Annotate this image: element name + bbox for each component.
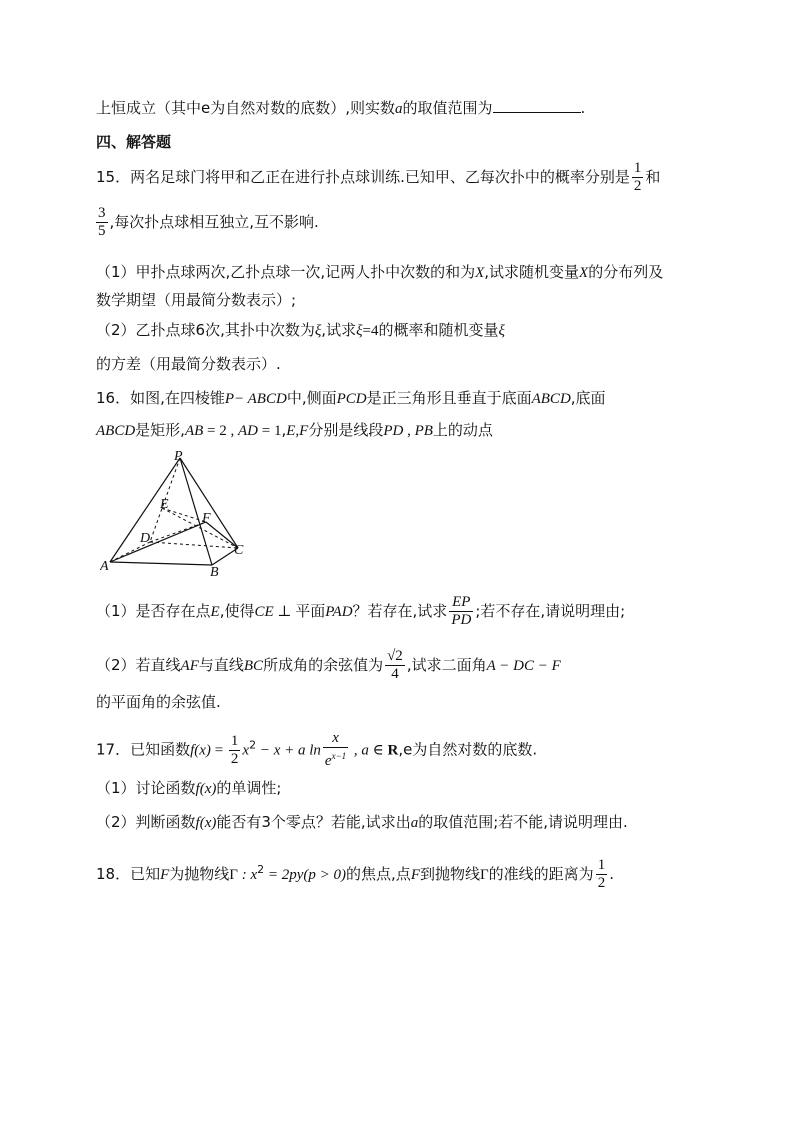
fraction-den: 4 [391, 666, 399, 682]
var-xi: ξ [356, 323, 363, 339]
q18-line1: 18．已知F为抛物线Γ : $x^2 = 2py(p > 0)$的焦点,点F到抛物线Γ的准线的距离为 $\frac{1}{2}$ . [96, 857, 614, 891]
q15-line2 [96, 205, 319, 240]
label-A: A [100, 559, 109, 574]
math-var: ABCD [531, 391, 571, 407]
q17-text: 的取值范围;若不能,请说明理由. [418, 813, 628, 831]
math-expr: − x + a ln [256, 742, 321, 759]
period: . [609, 865, 614, 883]
fraction-num: √2 [387, 648, 403, 664]
math-set-R: R [387, 742, 399, 759]
math-eq: =4 [362, 323, 379, 339]
math-var: E [210, 604, 220, 620]
math-var: AD [238, 423, 258, 439]
q16-part2 [96, 648, 561, 683]
q18-text: 到抛物线 [419, 865, 480, 883]
question-number: 15． [96, 168, 131, 186]
q17-part1 [96, 778, 281, 799]
var-xi: ξ [498, 323, 505, 339]
question-number: 18． [96, 865, 131, 883]
fraction-num: x [323, 730, 348, 748]
fraction-den-base: e [324, 753, 332, 769]
fraction-half [596, 857, 608, 892]
q15-text: （1）甲扑点球两次,乙扑点球一次,记两人扑中次数的和为 [96, 263, 476, 281]
q16-text: 所成角的余弦值为 [263, 656, 384, 674]
q18-text: 的焦点,点 [346, 865, 411, 883]
q16-text: , [281, 421, 287, 439]
q15-text: （2）乙扑点球6次,其扑中次数为 [96, 321, 315, 339]
edge-PC [180, 458, 238, 548]
math-eq: = 2 [203, 423, 227, 439]
math-var: PB [414, 423, 433, 439]
q16-text: 是矩形, [135, 421, 185, 439]
q16-text: ,底面 [570, 389, 606, 407]
fraction-one-half [632, 160, 644, 195]
label-P: P [174, 450, 183, 464]
math-var: − ABCD [234, 391, 287, 407]
q15-part1 [96, 262, 663, 283]
q16-text: 中,侧面 [286, 389, 337, 407]
q15-text: ,试求随机变量 [484, 263, 580, 281]
math-sep: , [226, 423, 238, 439]
math-var: ABCD [96, 423, 136, 439]
q15-text: 的分布列及 [588, 263, 664, 281]
q15-text: 两名足球门将甲和乙正在进行扑点球训练.已知甲、乙每次扑中的概率分别是 [130, 168, 630, 186]
q15-text: ,每次扑点球相互独立,互不影响. [109, 213, 319, 231]
q16-text: 是正三角形且垂直于底面 [366, 389, 532, 407]
q15-part2 [96, 320, 505, 341]
label-E: E [160, 497, 169, 512]
period: . [580, 99, 586, 117]
q15-part2-cont: 的方差（用最简分数表示）. [96, 355, 281, 373]
fraction-num: 1 [597, 857, 606, 873]
math-var: A − DC − F [486, 658, 561, 674]
math-var: (x) [199, 781, 217, 797]
q16-text: ,试求二面角 [406, 656, 487, 674]
line-EC [162, 508, 238, 548]
math-var: f [190, 742, 195, 759]
pyramid-figure [100, 450, 260, 580]
q16-line2 [96, 420, 493, 441]
q16-text: （2）若直线 [96, 656, 181, 674]
section-heading: 四、解答题 [96, 133, 172, 151]
q17-text: 已知函数 [130, 740, 191, 759]
math-var: f [195, 815, 200, 831]
label-D: D [140, 531, 151, 546]
math-var: E,F [286, 423, 309, 439]
q17-text: 的单调性; [216, 779, 282, 797]
math-var: PD [383, 423, 404, 439]
fraction-den: 5 [98, 223, 106, 239]
fraction-num: EP [449, 594, 473, 612]
fraction-num: 1 [633, 160, 642, 176]
fraction-half [229, 733, 241, 768]
fraction-den [323, 748, 348, 770]
q16-text: （1）是否存在点 [96, 602, 211, 620]
math-expr: (p > 0) [303, 867, 347, 883]
q15-line1 [96, 160, 660, 195]
math-var: (x) [199, 815, 217, 831]
q17-part2 [96, 812, 628, 833]
q17-text: （2）判断函数 [96, 813, 196, 831]
q16-line1 [96, 388, 606, 409]
fraction-three-fifths [96, 205, 108, 240]
q16-part1 [96, 594, 625, 629]
label-B: B [210, 565, 219, 580]
math-op: ⊥ [273, 604, 296, 620]
var-a: a [410, 815, 419, 831]
fraction-EP-PD [449, 594, 473, 629]
q16-text: 如图,在四棱锥 [130, 389, 225, 407]
math-var: PCD [336, 391, 367, 407]
math-expr: = 2py [264, 867, 304, 883]
q18-text: 已知 [130, 865, 161, 883]
q16-text: 分别是线段 [308, 421, 384, 439]
fraction-x-over-e [323, 730, 348, 770]
q15-part1-cont: 数学期望（用最简分数表示）; [96, 291, 297, 309]
fraction-sqrt2-4 [385, 648, 405, 683]
math-var: (x) [194, 742, 211, 759]
math-var: BC [243, 658, 264, 674]
q18-text: 为抛物线 [169, 865, 230, 883]
math-var: x [242, 742, 250, 759]
q16-text: 与直线 [198, 656, 244, 674]
var-X: X [579, 265, 589, 281]
intro-text: 上恒成立（其中e为自然对数的底数）,则实数 [96, 99, 395, 117]
q15-text: 和 [645, 168, 661, 186]
q16-part2-cont: 的平面角的余弦值. [96, 693, 221, 711]
math-var: AB [184, 423, 204, 439]
math-eq: = 1 [258, 423, 282, 439]
fraction-den: 2 [230, 750, 239, 767]
var-a: a [395, 101, 403, 117]
fraction-den: PD [451, 612, 472, 628]
math-expr: : x [237, 867, 258, 883]
q17-text: 能否有3个零点？若能,试求出 [216, 813, 411, 831]
intro-text: 的取值范围为 [402, 99, 493, 117]
math-var: P [224, 391, 235, 407]
line-DF [150, 522, 206, 542]
math-var: PAD [325, 604, 353, 620]
q16-text: ？若存在,试求 [352, 602, 448, 620]
answer-blank [493, 98, 581, 113]
fraction-den: 2 [633, 178, 642, 194]
math-var: Γ [229, 867, 238, 883]
math-var: Γ [480, 867, 489, 883]
q16-text: ,使得 [219, 602, 255, 620]
q18-text: 的准线的距离为 [488, 865, 594, 883]
math-var: F [410, 867, 420, 883]
fraction-num: 1 [230, 732, 239, 749]
intro-line [96, 98, 585, 119]
q16-text: 平面 [295, 602, 326, 620]
math-var: AF [180, 658, 199, 674]
label-F: F [202, 511, 211, 526]
fraction-den: 2 [597, 875, 606, 891]
question-number: 16． [96, 389, 131, 407]
edge-AB [110, 562, 212, 565]
line-AF [110, 522, 206, 562]
var-xi: ξ [314, 323, 322, 339]
math-var: CE [254, 604, 274, 620]
q17-text: ,e为自然对数的底数. [398, 740, 538, 759]
q15-text: 的概率和随机变量 [378, 321, 499, 339]
math-expr: , a ∈ [350, 742, 388, 759]
math-var: F [160, 867, 170, 883]
q16-text: ;若不存在,请说明理由; [475, 602, 626, 620]
edge-DC [150, 542, 238, 548]
question-number: 17． [96, 740, 131, 759]
q15-text: ,试求 [321, 321, 357, 339]
math-op: = [210, 742, 227, 759]
fraction-den-exp: x−1 [331, 751, 347, 761]
math-sep: , [403, 423, 415, 439]
var-X: X [475, 265, 485, 281]
fraction-num: 3 [98, 205, 106, 221]
q17-text: （1）讨论函数 [96, 779, 196, 797]
q17-line1: 17．已知函数f(x) = $\frac{1}{2}$ $x^2 - x + a$ ln $\frac{x}{e^{x-1}}$ , a ∈ R,e为自然对数的底数. [96, 730, 538, 769]
math-var: f [195, 781, 200, 797]
q16-text: 上的动点 [432, 421, 493, 439]
label-C: C [234, 543, 244, 558]
